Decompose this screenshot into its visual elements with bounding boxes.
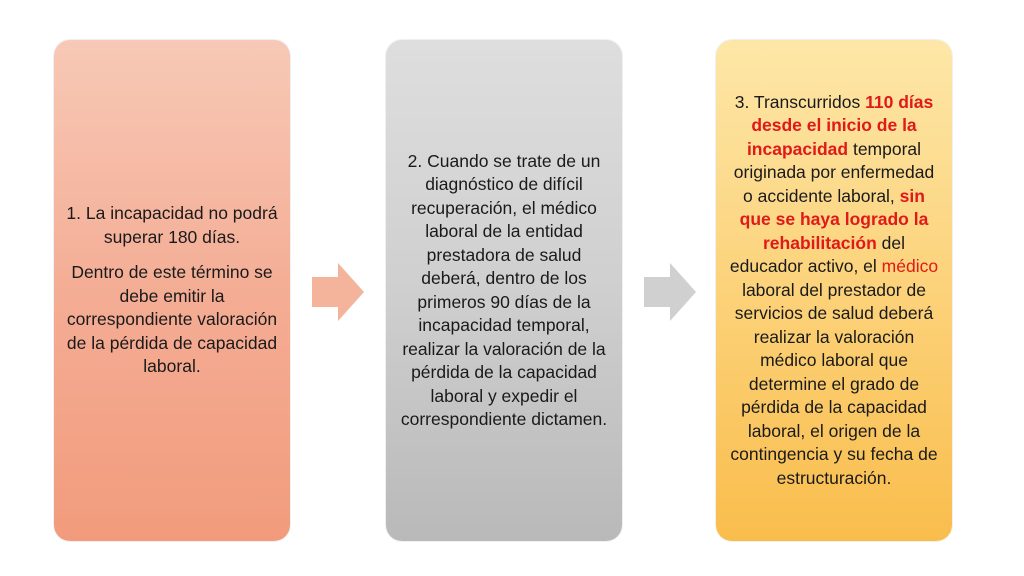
- step-1-box: [54, 40, 290, 541]
- step-3-text-2: temporal originada por enfermedad o accidente laboral,: [733, 138, 935, 206]
- step-3-description: [728, 91, 940, 491]
- arrow-right-icon: [312, 263, 364, 321]
- step-3-highlight-rehabilitacion: sin que se haya logrado la rehabilitación: [739, 185, 929, 253]
- step-3-text-1: 3. Transcurridos: [734, 91, 866, 112]
- step-3-highlight-110-dias: 110 días desde el inicio de la incapacidad: [746, 91, 934, 159]
- step-1-title: 1. La incapacidad no podrá superar 180 días.: [66, 203, 278, 247]
- step-3-box: [716, 40, 952, 541]
- step-2-description: 2. Cuando se trate de un diagnóstico de difícil recuperación, el médico laboral de la entidad prestadora de salud deberá, dentro de los primeros 90 días de la incapacidad temporal, realizar la valoración de la pérdida de la capacidad laboral y expedir el correspondiente dictamen.: [400, 150, 608, 429]
- step-3-text-3: del educador activo, el: [729, 232, 905, 277]
- arrow-right-icon: [644, 263, 696, 321]
- step-3-highlight-medico: médico: [881, 256, 939, 277]
- step-2-box: [386, 40, 622, 541]
- arrow-right-icon-shape: [312, 263, 364, 321]
- step-1-description: Dentro de este término se debe emitir la correspondiente valoración de la pérdida de capacidad laboral.: [66, 262, 278, 377]
- step-3-text-4: laboral del prestador de servicios de salud deberá realizar la valoración médico laboral que determine el grado de pérdida de la capacidad laboral, el origen de la contingencia y su fecha de estructuración.: [730, 279, 938, 488]
- arrow-right-icon-shape: [644, 263, 696, 321]
